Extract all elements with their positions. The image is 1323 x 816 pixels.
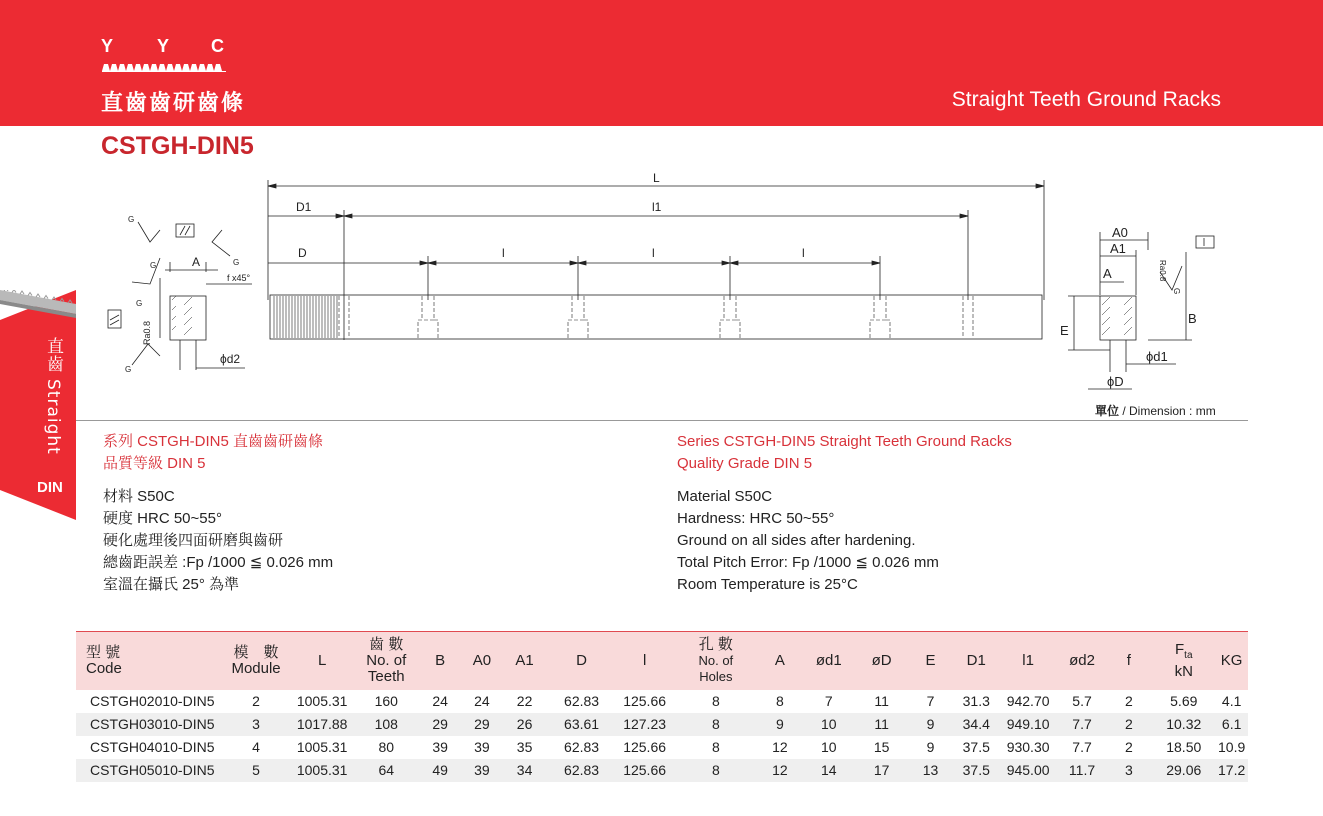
- header-A: A: [774, 651, 785, 669]
- roughness-mark: Ra0.8: [142, 320, 152, 345]
- table-cell: 2: [1124, 693, 1133, 709]
- table-cell: 10.32: [1166, 716, 1202, 732]
- roughness-mark: Ra0.8: [1158, 260, 1167, 282]
- table-cell: 39: [432, 739, 448, 755]
- header-A1: A1: [515, 651, 534, 669]
- table-cell: 11: [874, 716, 889, 732]
- dim-E: E: [1060, 323, 1069, 338]
- table-row: [76, 759, 1248, 782]
- spec-zh-quality: 品質等級 DIN 5: [103, 455, 206, 472]
- right-section-view: [1060, 225, 1214, 389]
- table-cell: 1005.31: [296, 693, 348, 709]
- side-tab-en: Straight: [43, 379, 63, 455]
- header-l: l: [642, 651, 647, 669]
- table-cell: 6.1: [1221, 716, 1242, 732]
- table-cell: 160: [374, 693, 398, 709]
- table-cell: 24: [432, 693, 448, 709]
- divider: [76, 420, 1248, 421]
- spec-zh-material: 材料 S50C: [103, 488, 175, 505]
- table-cell: 18.50: [1166, 739, 1202, 755]
- table-cell: 29: [432, 716, 448, 732]
- dim-A0: A0: [1112, 225, 1128, 240]
- dim-l: l: [802, 246, 805, 260]
- table-row: [76, 736, 1248, 759]
- table-cell: 949.10: [1006, 716, 1050, 732]
- table-cell: 62.83: [564, 762, 600, 778]
- table-cell: 127.23: [623, 716, 667, 732]
- table-row: [76, 713, 1248, 736]
- table-cell: 7: [824, 693, 833, 709]
- table-cell: 12: [772, 762, 788, 778]
- dim-chamfer: f x45°: [227, 273, 251, 283]
- table-cell: 5.69: [1170, 693, 1198, 709]
- header-D1: D1: [966, 651, 986, 669]
- table-cell: 7.7: [1072, 739, 1092, 755]
- unit-label: [1095, 402, 1216, 419]
- dim-l: l: [502, 246, 505, 260]
- table-cell: 125.66: [623, 762, 667, 778]
- table-cell: 14: [820, 762, 837, 778]
- table-cell: 8: [711, 739, 720, 755]
- cell-code: CSTGH02010-DIN5: [90, 693, 215, 709]
- table-cell: 3: [1124, 762, 1133, 778]
- title-english: Straight Teeth Ground Racks: [951, 88, 1221, 111]
- g-mark: G: [1172, 288, 1181, 295]
- dim-d1: ϕd1: [1146, 349, 1168, 364]
- table-cell: 10: [820, 716, 837, 732]
- spec-zh-ground: 硬化處理後四面研磨與齒研: [103, 532, 284, 549]
- table-cell: 64: [378, 762, 395, 778]
- table-cell: 9: [926, 716, 935, 732]
- table-cell: 62.83: [564, 739, 600, 755]
- g-mark: G: [233, 258, 240, 267]
- table-body: [76, 690, 1248, 782]
- table-cell: 39: [474, 762, 490, 778]
- table-row: [76, 690, 1248, 713]
- table-header-row: [76, 632, 1248, 690]
- table-cell: 5.7: [1072, 693, 1092, 709]
- table-cell: 15: [873, 739, 890, 755]
- table-cell: 8: [711, 762, 720, 778]
- table-cell: 125.66: [623, 693, 667, 709]
- table-cell: 34: [516, 762, 533, 778]
- header-phiD: øD: [871, 651, 892, 669]
- g-mark: G: [128, 215, 135, 224]
- table-cell: 11.7: [1068, 762, 1096, 778]
- header-d2: ød2: [1069, 651, 1095, 669]
- table-cell: 7: [926, 693, 935, 709]
- table-cell: 2: [1124, 716, 1133, 732]
- spec-chinese: [103, 431, 333, 596]
- side-tab-zh: 直齒: [43, 337, 63, 373]
- table-cell: 31.3: [962, 693, 990, 709]
- table-cell: 945.00: [1006, 762, 1050, 778]
- technical-drawing: [0, 160, 1323, 410]
- cell-code: CSTGH04010-DIN5: [90, 739, 215, 755]
- table-cell: 1017.88: [296, 716, 348, 732]
- spec-zh-hardness: 硬度 HRC 50~55°: [103, 510, 222, 527]
- header-l1: l1: [1022, 651, 1034, 669]
- header-B: B: [435, 651, 446, 669]
- logo-letter: Y: [101, 36, 114, 56]
- table-cell: 29: [474, 716, 490, 732]
- unit-en: / Dimension : mm: [1119, 404, 1216, 418]
- dim-A-right: A: [1103, 266, 1112, 281]
- table-cell: 22: [516, 693, 533, 709]
- dim-B: B: [1188, 311, 1197, 326]
- header-f: f: [1126, 651, 1131, 669]
- table-cell: 8: [711, 693, 720, 709]
- spec-zh-series: 系列 CSTGH-DIN5 直齒齒研齒條: [103, 433, 324, 450]
- rack-body: [270, 295, 1042, 339]
- table-cell: 942.70: [1006, 693, 1050, 709]
- table-cell: 2: [252, 693, 260, 709]
- table-cell: 26: [516, 716, 533, 732]
- spec-zh-pitch: 總齒距誤差 :Fp /1000 ≦ 0.026 mm: [103, 554, 334, 571]
- dim-d2: ϕd2: [220, 352, 241, 366]
- table-cell: 108: [374, 716, 398, 732]
- table-cell: 80: [378, 739, 395, 755]
- table-cell: 34.4: [962, 716, 990, 732]
- dim-D1: D1: [296, 200, 312, 214]
- header-holes: 孔 數 No. of Holes: [698, 635, 734, 684]
- logo-letter: C: [211, 36, 224, 56]
- rack-teeth: [274, 296, 337, 338]
- g-mark: G: [150, 261, 157, 270]
- table-cell: 10.9: [1218, 739, 1246, 755]
- table-cell: 11: [874, 693, 889, 709]
- g-mark: G: [125, 365, 132, 374]
- header-module: 模 數 Module: [231, 643, 281, 677]
- table-cell: 125.66: [623, 739, 667, 755]
- table-cell: 49: [432, 762, 448, 778]
- table-cell: 62.83: [564, 693, 600, 709]
- header-KG: KG: [1220, 651, 1243, 669]
- spec-en-quality: Quality Grade DIN 5: [677, 455, 813, 472]
- header-d1: ød1: [815, 651, 842, 669]
- dim-l1: l1: [652, 200, 662, 214]
- table-cell: 9: [926, 739, 935, 755]
- table-cell: 9: [776, 716, 784, 732]
- unit-zh: 單位: [1095, 404, 1120, 418]
- table-cell: 35: [516, 739, 533, 755]
- title-chinese: 直齒齒研齒條: [101, 91, 246, 116]
- cell-code: CSTGH03010-DIN5: [90, 716, 215, 732]
- logo-letter: Y: [157, 36, 170, 56]
- dim-A-left: A: [192, 255, 201, 269]
- table-cell: 29.06: [1166, 762, 1202, 778]
- model-title: CSTGH-DIN5: [101, 132, 254, 160]
- table-cell: 4.1: [1221, 693, 1242, 709]
- table-cell: 37.5: [962, 739, 990, 755]
- logo-rack-icon: [102, 60, 226, 72]
- left-section-view: [108, 215, 252, 374]
- header-L: L: [318, 651, 327, 669]
- header-A0: A0: [472, 651, 492, 669]
- dim-L: L: [653, 171, 660, 185]
- spec-en-pitch: Total Pitch Error: Fp /1000 ≦ 0.026 mm: [677, 554, 939, 571]
- table-cell: 37.5: [962, 762, 990, 778]
- table-cell: 2: [1124, 739, 1133, 755]
- header-fta: $F_{ta}$ kN: [1174, 640, 1193, 680]
- table-cell: 8: [711, 716, 720, 732]
- table-cell: 13: [922, 762, 939, 778]
- header-D: D: [576, 651, 587, 669]
- table-cell: 1005.31: [296, 739, 348, 755]
- table-cell: 17.2: [1218, 762, 1246, 778]
- spec-en-hardness: Hardness: HRC 50~55°: [677, 510, 835, 527]
- table-cell: 930.30: [1006, 739, 1050, 755]
- header-banner: [0, 0, 1323, 126]
- dim-D: D: [298, 246, 307, 260]
- spec-zh-temp: 室溫在攝氏 25° 為準: [103, 576, 240, 593]
- header-E: E: [925, 651, 936, 669]
- parallel-symbol: [1196, 236, 1214, 248]
- table-cell: 39: [474, 739, 490, 755]
- spec-english: [677, 431, 1012, 596]
- table-cell: 4: [252, 739, 260, 755]
- dim-phiD: ϕD: [1107, 374, 1124, 389]
- dim-l: l: [652, 246, 655, 260]
- spec-table: [76, 631, 1248, 782]
- table-cell: 3: [252, 716, 260, 732]
- spec-en-temp: Room Temperature is 25°C: [677, 576, 858, 593]
- bolt-holes: [418, 296, 890, 339]
- table-cell: 1005.31: [296, 762, 348, 778]
- header-teeth: 齒 數 No. of Teeth: [366, 635, 407, 685]
- spec-en-series: Series CSTGH-DIN5 Straight Teeth Ground Racks: [677, 433, 1012, 450]
- side-tab-din: DIN: [37, 479, 63, 496]
- table-cell: 63.61: [564, 716, 600, 732]
- g-mark: G: [136, 299, 143, 308]
- cell-code: CSTGH05010-DIN5: [90, 762, 215, 778]
- table-cell: 17: [873, 762, 890, 778]
- spec-en-ground: Ground on all sides after hardening.: [677, 532, 916, 549]
- table-cell: 8: [776, 693, 784, 709]
- spec-en-material: Material S50C: [677, 488, 773, 505]
- table-cell: 5: [252, 762, 260, 778]
- header-code: 型 號 Code: [86, 643, 122, 677]
- table-cell: 24: [474, 693, 490, 709]
- dim-A1: A1: [1110, 241, 1126, 256]
- table-cell: 10: [820, 739, 837, 755]
- table-cell: 12: [772, 739, 788, 755]
- table-cell: 7.7: [1072, 716, 1092, 732]
